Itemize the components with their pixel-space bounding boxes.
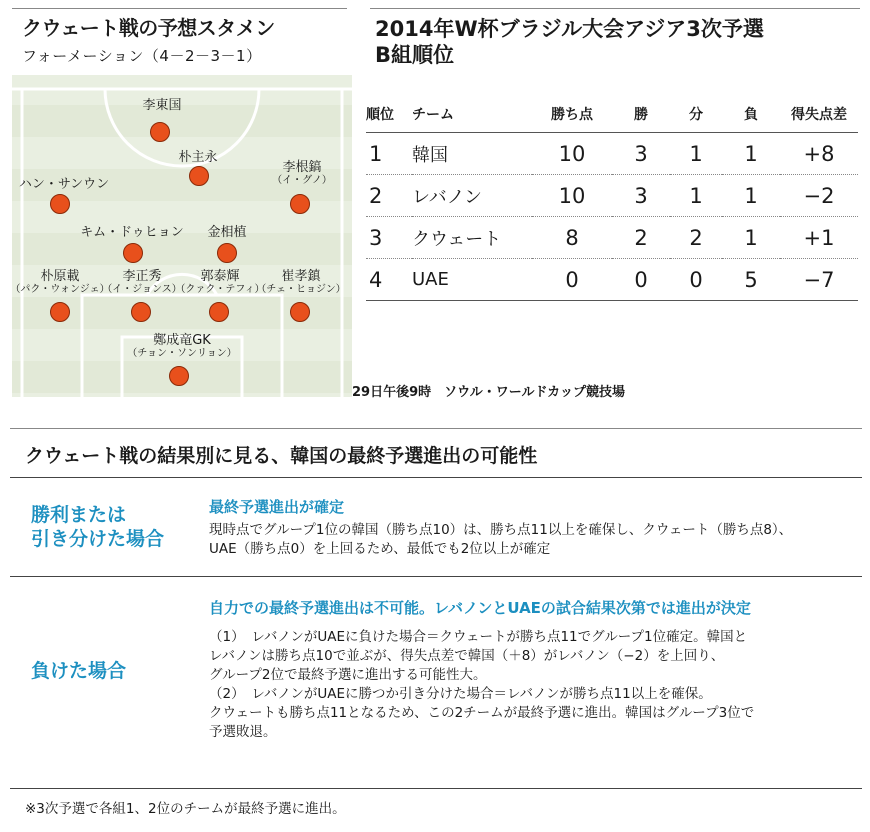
player-han-sang-woon: [19, 177, 109, 192]
draws-cell: 2: [670, 217, 722, 259]
wins-cell: 2: [612, 217, 670, 259]
case-label-line: 引き分けた場合: [31, 528, 165, 550]
goal-diff-cell: −2: [780, 175, 858, 217]
player-li-dong-gook: [142, 98, 181, 113]
results-title: クウェート戦の結果別に見る、韓国の最終予選進出の可能性: [25, 445, 538, 467]
points-cell: 10: [532, 175, 612, 217]
team-cell: 韓国: [412, 133, 532, 175]
player-jung-sung-ryong: [127, 333, 236, 360]
case-body-line: 予選敗退。: [209, 724, 277, 740]
player-name: ハン・サンウン: [18, 177, 110, 192]
player-marker: [150, 122, 170, 142]
losses-cell: 1: [722, 217, 780, 259]
player-kim-do-heon: [80, 225, 184, 240]
case-body-line: （1） レバノンがUAEに負けた場合＝クウェートが勝ち点11でグループ1位確定。韓国と: [209, 629, 748, 645]
footnote: ※3次予選で各組1、2位のチームが最終予選に進出。: [25, 801, 346, 817]
points-cell: 8: [532, 217, 612, 259]
wins-cell: 3: [612, 175, 670, 217]
rank-cell: 2: [366, 175, 412, 217]
team-cell: UAE: [412, 259, 532, 301]
player-lee-jung-soo: [102, 269, 182, 296]
player-marker: [131, 302, 151, 322]
points-cell: 10: [532, 133, 612, 175]
section-divider: [10, 477, 862, 478]
player-choi-hyo-jin: [256, 269, 345, 296]
losses-cell: 1: [722, 175, 780, 217]
player-marker: [217, 243, 237, 263]
top-left-divider: [12, 8, 347, 9]
standings-title: [375, 16, 764, 68]
standings-title-line1: 2014年W杯ブラジル大会アジア3次予選: [375, 17, 764, 41]
player-marker: [189, 166, 209, 186]
match-venue: 29日午後9時 ソウル・ワールドカップ競技場: [352, 385, 625, 400]
player-park-chu-young: [178, 150, 217, 165]
case-body-line: クウェートも勝ち点11となるため、この2チームが最終予選に進出。韓国はグループ3位で: [209, 705, 755, 721]
player-marker: [209, 302, 229, 322]
table-row: [366, 259, 858, 301]
standings-title-line2: B組順位: [375, 43, 455, 67]
player-name: 李正秀: [122, 269, 162, 284]
wins-cell: 3: [612, 133, 670, 175]
player-kwak-tae-hwi: [175, 269, 264, 296]
table-row: [366, 217, 858, 259]
player-reading: （クァク・テフィ）: [175, 284, 265, 295]
player-name: 李東国: [142, 98, 182, 113]
player-reading: （イ・グノ）: [272, 175, 332, 186]
standings-table: [366, 96, 858, 301]
rank-cell: 4: [366, 259, 412, 301]
case-body-line: （2） レバノンがUAEに勝つか引き分けた場合＝レバノンが勝ち点11以上を確保。: [209, 686, 712, 702]
points-cell: 0: [532, 259, 612, 301]
player-park-won-jae: [10, 269, 109, 296]
standings-header-row: [366, 96, 858, 133]
case-body-line: 現時点でグループ1位の韓国（勝ち点10）は、勝ち点11以上を確保し、クウェート（勝ち点8）、: [209, 522, 793, 538]
header-draws: 分: [670, 96, 722, 133]
header-rank: 順位: [366, 96, 412, 133]
goal-diff-cell: +8: [780, 133, 858, 175]
player-name: キム・ドゥヒョン: [80, 225, 184, 240]
case-loss-heading: 自力での最終予選進出は不可能。レバノンとUAEの試合結果次第では進出が決定: [209, 599, 751, 617]
section-divider: [10, 428, 862, 429]
header-losses: 負: [722, 96, 780, 133]
case-label-line: 負けた場合: [31, 660, 127, 682]
player-marker: [290, 194, 310, 214]
player-name: 朴主永: [178, 150, 218, 165]
player-marker: [290, 302, 310, 322]
header-goal-diff: 得失点差: [780, 96, 858, 133]
goal-diff-cell: +1: [780, 217, 858, 259]
rank-cell: 1: [366, 133, 412, 175]
header-team: チーム: [412, 96, 532, 133]
player-marker: [169, 366, 189, 386]
header-points: 勝ち点: [532, 96, 612, 133]
player-marker: [50, 302, 70, 322]
player-name: 鄭成竜GK: [153, 333, 211, 348]
player-marker: [123, 243, 143, 263]
case-body-line: グループ2位で最終予選に進出する可能性大。: [209, 667, 487, 683]
formation-subtitle: フォーメーション（4－2－3－1）: [22, 47, 262, 65]
player-name: 郭泰輝: [200, 269, 240, 284]
draws-cell: 1: [670, 175, 722, 217]
case-win-draw-heading: 最終予選進出が確定: [209, 498, 345, 516]
goal-diff-cell: −7: [780, 259, 858, 301]
losses-cell: 1: [722, 133, 780, 175]
player-reading: （チェ・ヒョジン）: [256, 284, 346, 295]
case-loss-label: [31, 659, 126, 683]
case-win-draw-body: [209, 521, 792, 559]
player-reading: （チョン・ソンリョン）: [127, 348, 237, 359]
wins-cell: 0: [612, 259, 670, 301]
formation-title: クウェート戦の予想スタメン: [22, 16, 275, 40]
draws-cell: 0: [670, 259, 722, 301]
player-lee-keun-ho: [272, 160, 332, 187]
player-reading: （パク・ウォンジェ）: [10, 284, 110, 295]
player-name: 李根鎬: [282, 160, 322, 175]
player-name: 朴原載: [40, 269, 80, 284]
case-body-line: レバノンは勝ち点10で並ぶが、得失点差で韓国（＋8）がレバノン（−2）を上回り、: [209, 648, 725, 664]
player-reading: （イ・ジョンス）: [102, 284, 182, 295]
rank-cell: 3: [366, 217, 412, 259]
case-loss-body: [209, 628, 754, 742]
section-divider: [10, 576, 862, 577]
case-win-draw-label: [31, 503, 164, 551]
player-marker: [50, 194, 70, 214]
header-wins: 勝: [612, 96, 670, 133]
table-row: [366, 175, 858, 217]
player-name: 崔孝鎮: [281, 269, 321, 284]
player-kim-sang-sik: [207, 225, 246, 240]
player-name: 金相植: [207, 225, 247, 240]
case-body-line: UAE（勝ち点0）を上回るため、最低でも2位以上が確定: [209, 541, 551, 557]
top-right-divider: [370, 8, 860, 9]
case-label-line: 勝利または: [31, 504, 127, 526]
team-cell: クウェート: [412, 217, 532, 259]
draws-cell: 1: [670, 133, 722, 175]
losses-cell: 5: [722, 259, 780, 301]
section-divider: [10, 788, 862, 789]
table-row: [366, 133, 858, 175]
team-cell: レバノン: [412, 175, 532, 217]
